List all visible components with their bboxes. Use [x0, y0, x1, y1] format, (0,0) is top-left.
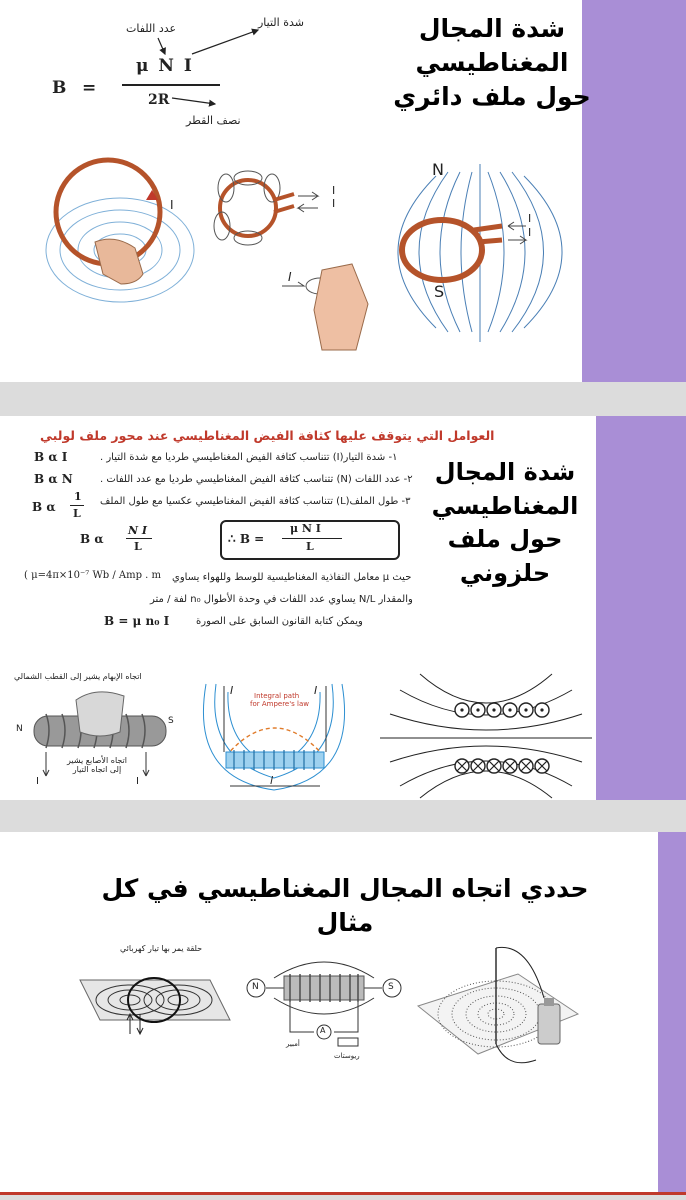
solenoid-circuit-figure [244, 952, 404, 1062]
fingers-label: اتجاه الأصابع يشير إلى اتجاه التيار [66, 756, 128, 774]
prop-num: N I [128, 524, 148, 537]
fig4-i-bottom: I [528, 226, 532, 239]
frac-one-bar [70, 505, 84, 506]
formula-eq: = [82, 78, 97, 98]
sol-i-left: I [36, 776, 39, 787]
solenoid-cross-section-figure [380, 670, 592, 800]
slide-3-title: حددي اتجاه المجال المغناطيسي في كل مثال [101, 874, 589, 937]
factor-1-math: B α I [34, 450, 68, 464]
boxed-num: μ N I [290, 522, 321, 535]
integral-label-1: Integral path [254, 692, 300, 700]
slide-1 [0, 0, 686, 382]
circuit-battery-label: أمبير [286, 1040, 300, 1048]
accent-bar [596, 416, 686, 800]
circuit-n-label: N [252, 982, 259, 992]
fig3-i-label: I [288, 270, 292, 284]
sol-s-label: S [168, 716, 174, 726]
mu-value: ( μ=4π×10⁻⁷ Wb / Amp . m [24, 570, 161, 581]
ring-hand-figure [40, 150, 200, 330]
accent-bar [658, 832, 686, 1192]
formula-denominator: 2R [148, 92, 170, 108]
iron-filings-figure [408, 944, 588, 1074]
final-math: B = μ n₀ I [104, 614, 170, 628]
slide-2-title: شدة المجال المغناطيسي حول ملف حلزوني [431, 458, 579, 587]
slide-2 [0, 416, 686, 800]
fig2-i-top: I [332, 184, 336, 197]
factor-2-text: ٢- عدد اللفات (N) تتناسب كثافة الفيض المغناطيسي طرديا مع عدد اللفات . [100, 474, 413, 485]
bottom-red-line [0, 1192, 686, 1195]
prop-lhs: B α [80, 532, 104, 546]
fig4-s-label: S [434, 282, 445, 301]
ns-field-figure [370, 152, 580, 352]
label-current: شدة التيار [258, 16, 304, 29]
prop-den: L [134, 540, 142, 553]
final-line: ويمكن كتابة القانون السابق على الصورة [196, 616, 363, 627]
boxed-den: L [306, 540, 314, 553]
boxed-bar [282, 538, 342, 539]
n0-line: والمقدار N/L يساوي عدد اللفات في وحدة الأطوال n₀ لفة / متر [150, 594, 413, 605]
factor-2-math: B α N [34, 472, 73, 486]
ring-label: حلقة يمر بها تيار كهربائي [120, 944, 203, 953]
ampere-i-left: I [230, 684, 234, 697]
formula-numerator: μ N I [136, 56, 194, 76]
fig4-n-label: N [432, 160, 444, 179]
slide-1-title: شدة المجال المغناطيسي حول ملف دائري [393, 14, 591, 111]
formula-arrows [0, 0, 300, 140]
circuit-s-label: S [388, 982, 394, 992]
prop-bar [126, 538, 152, 539]
fig4-i-top: I [528, 212, 532, 225]
frac-one-den: L [73, 507, 81, 520]
label-turns: عدد اللفات [126, 22, 177, 35]
fig1-i-label: I [170, 198, 174, 212]
factor-3-text: ٣- طول الملف(L) تتناسب كثافة الفيض المغناطيسي عكسيا مع طول الملف [100, 496, 411, 507]
factors-heading: العوامل التي يتوقف عليها كثافة الفيض المغناطيسي عند محور ملف لولبي [40, 428, 495, 443]
slide-3 [0, 832, 686, 1192]
sol-n-label: N [16, 724, 23, 734]
sol-i-right: I [136, 776, 139, 787]
label-radius: نصف القطر [186, 114, 241, 127]
circuit-a-label: A [320, 1026, 326, 1035]
formula-lhs: B [52, 78, 67, 98]
mu-line: حيث μ معامل النفاذية المغناطيسية للوسط وللهواء يساوي [172, 572, 412, 583]
integral-label-2: for Ampere's law [250, 700, 309, 708]
ring-current-figure [60, 940, 240, 1050]
frac-one-num: 1 [74, 490, 82, 503]
ampere-l-label: l [270, 774, 274, 787]
thumb-label: اتجاه الإبهام يشير إلى القطب الشمالي [14, 672, 142, 681]
factor-1-text: ١- شدة التيار(I) تتناسب كثافة الفيض المغناطيسي طرديا مع شدة التيار . [100, 452, 398, 463]
accent-bar [582, 0, 686, 382]
fig2-i-bottom: I [332, 197, 336, 210]
circuit-rheostat-label: ريوستات [334, 1052, 360, 1060]
ampere-i-right: I [314, 684, 318, 697]
loop-field-figure [196, 160, 336, 270]
boxed-lhs: ∴ B = [228, 532, 265, 546]
factor-3-math: B α [32, 500, 56, 514]
